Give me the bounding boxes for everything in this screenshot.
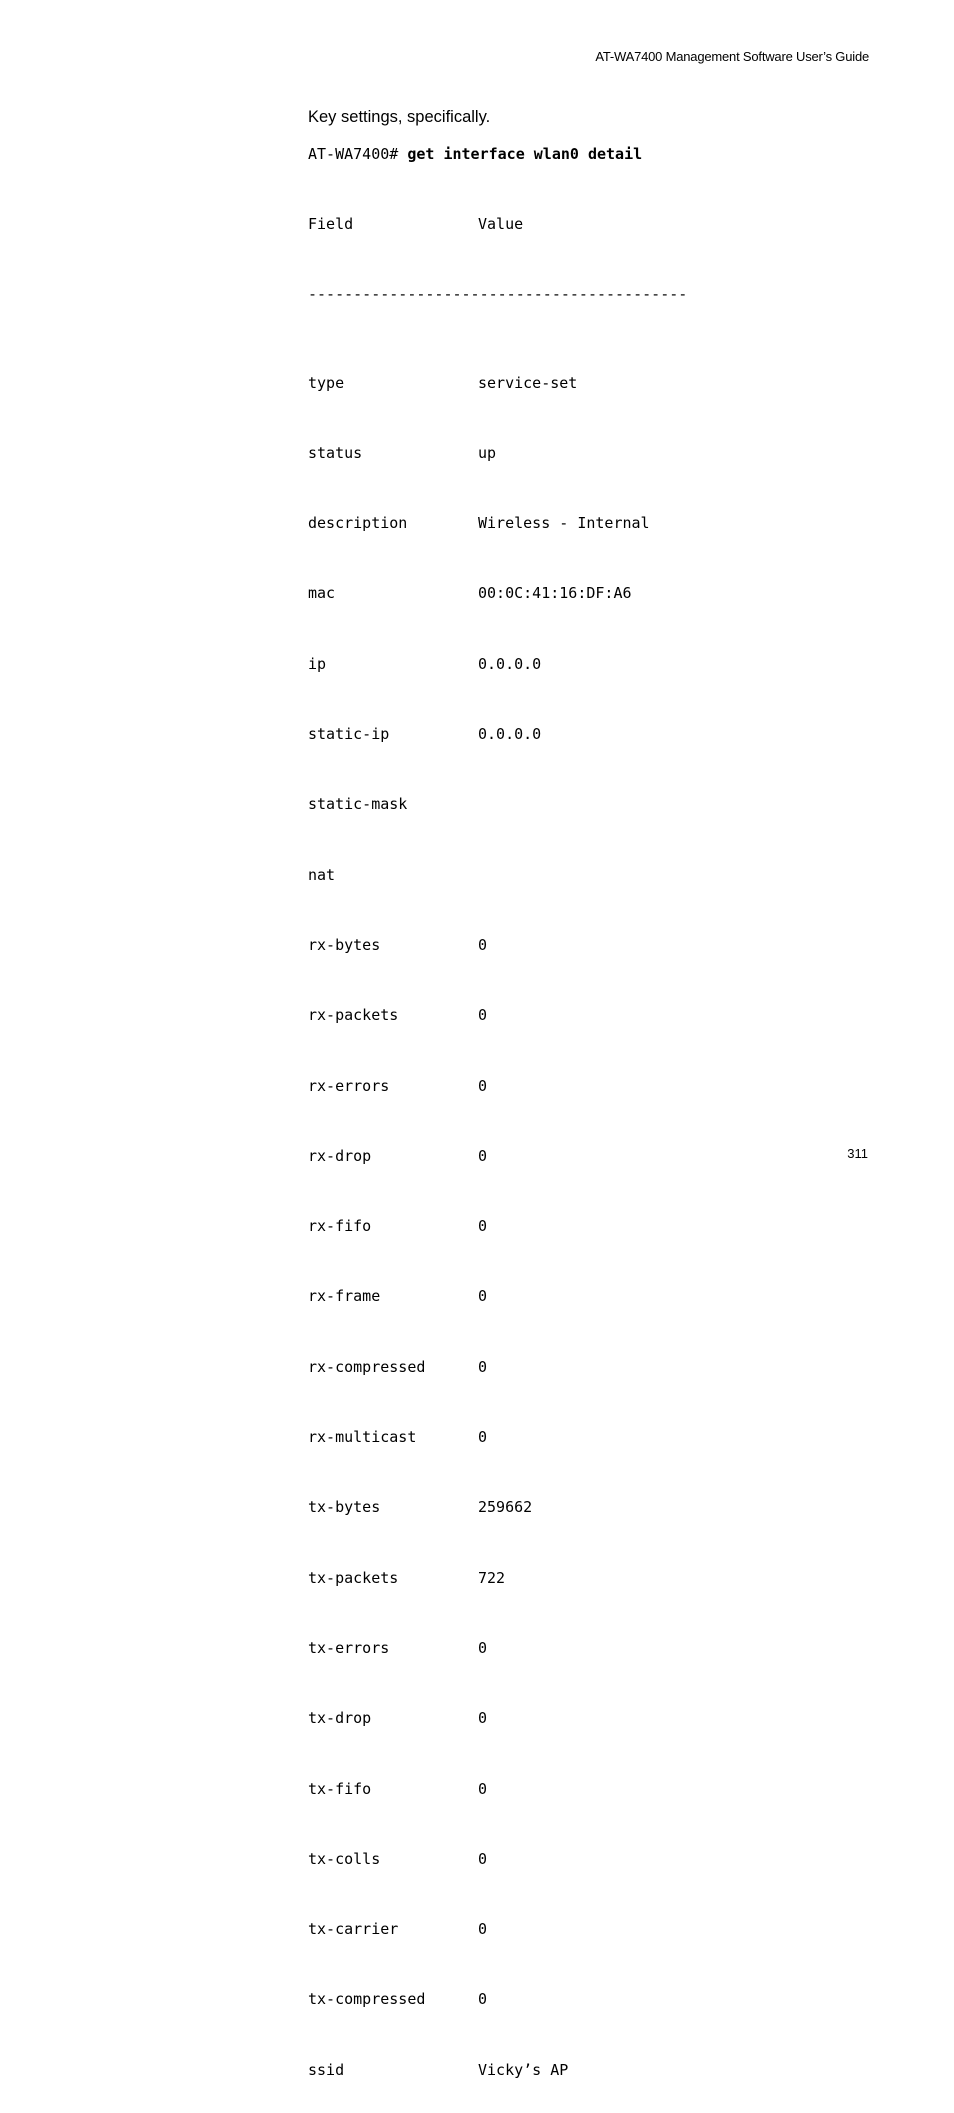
table-row <box>308 1569 687 1603</box>
row-value: 0 <box>478 1849 488 1868</box>
output-table <box>308 179 687 2113</box>
table-row <box>308 795 687 829</box>
page-number: 311 <box>847 1146 868 1161</box>
row-field: tx-carrier <box>308 1920 399 1939</box>
row-field: mac <box>308 584 336 603</box>
column-header-field: Field <box>308 215 354 233</box>
row-value: 00:0C:41:16:DF:A6 <box>478 584 632 603</box>
row-field: static-mask <box>308 795 408 814</box>
row-value: 0 <box>478 1076 488 1095</box>
table-row <box>308 1217 687 1251</box>
table-row <box>308 1920 687 1954</box>
command-prompt: AT-WA7400# <box>308 145 408 163</box>
row-field: tx-colls <box>308 1849 381 1868</box>
row-field: rx-errors <box>308 1076 390 1095</box>
command-line <box>308 145 642 163</box>
table-row <box>308 1077 687 1111</box>
row-value: 0 <box>478 1146 488 1165</box>
row-field: nat <box>308 865 336 884</box>
row-field: rx-bytes <box>308 935 381 954</box>
row-field: rx-packets <box>308 1006 399 1025</box>
row-value: 0 <box>478 1006 488 1025</box>
intro-text: Key settings, specifically. <box>308 108 491 126</box>
row-value: service-set <box>478 373 578 392</box>
table-row <box>308 584 687 618</box>
row-value: Wireless - Internal <box>478 514 650 533</box>
row-field: tx-errors <box>308 1638 390 1657</box>
row-field: tx-bytes <box>308 1498 381 1517</box>
row-field: type <box>308 373 345 392</box>
running-header: AT-WA7400 Management Software User’s Guide <box>595 49 869 64</box>
row-value: 0.0.0.0 <box>478 725 542 744</box>
table-row <box>308 1428 687 1462</box>
table-row <box>308 655 687 689</box>
table-row <box>308 444 687 478</box>
row-value: 0 <box>478 1217 488 1236</box>
row-value: 259662 <box>478 1498 533 1517</box>
row-field: rx-frame <box>308 1287 381 1306</box>
row-value: 0.0.0.0 <box>478 654 542 673</box>
row-field: tx-compressed <box>308 1990 426 2009</box>
row-value: up <box>478 443 497 462</box>
table-row <box>308 866 687 900</box>
row-field: ssid <box>308 2060 345 2079</box>
row-field: description <box>308 514 408 533</box>
row-field: tx-fifo <box>308 1779 372 1798</box>
table-row <box>308 1287 687 1321</box>
table-row <box>308 1147 687 1181</box>
table-row <box>308 514 687 548</box>
table-row <box>308 1780 687 1814</box>
row-field: ip <box>308 654 327 673</box>
row-value: 0 <box>478 1920 488 1939</box>
row-field: rx-drop <box>308 1146 372 1165</box>
row-value: 722 <box>478 1568 506 1587</box>
table-header-row <box>308 215 687 249</box>
table-row <box>308 1358 687 1392</box>
command-typed: get interface wlan0 detail <box>407 145 643 163</box>
table-divider: ------------------------------------------ <box>308 285 688 304</box>
row-field: tx-packets <box>308 1568 399 1587</box>
row-value: 0 <box>478 1638 488 1657</box>
row-value: 0 <box>478 1990 488 2009</box>
table-row <box>308 1498 687 1532</box>
table-row <box>308 1639 687 1673</box>
row-field: rx-multicast <box>308 1428 417 1447</box>
row-value: 0 <box>478 1428 488 1447</box>
row-field: rx-compressed <box>308 1357 426 1376</box>
row-value: 0 <box>478 935 488 954</box>
table-row <box>308 1006 687 1040</box>
table-row <box>308 936 687 970</box>
table-row <box>308 1850 687 1884</box>
table-row <box>308 374 687 408</box>
table-row <box>308 2061 687 2095</box>
row-value: 0 <box>478 1709 488 1728</box>
table-row <box>308 725 687 759</box>
row-field: status <box>308 443 363 462</box>
row-field: rx-fifo <box>308 1217 372 1236</box>
row-value: 0 <box>478 1779 488 1798</box>
table-row <box>308 1709 687 1743</box>
row-field: static-ip <box>308 725 390 744</box>
table-row <box>308 1990 687 2024</box>
row-value: 0 <box>478 1357 488 1376</box>
row-field: tx-drop <box>308 1709 372 1728</box>
row-value: 0 <box>478 1287 488 1306</box>
row-value: Vicky’s AP <box>478 2060 569 2079</box>
column-header-value: Value <box>478 215 524 233</box>
